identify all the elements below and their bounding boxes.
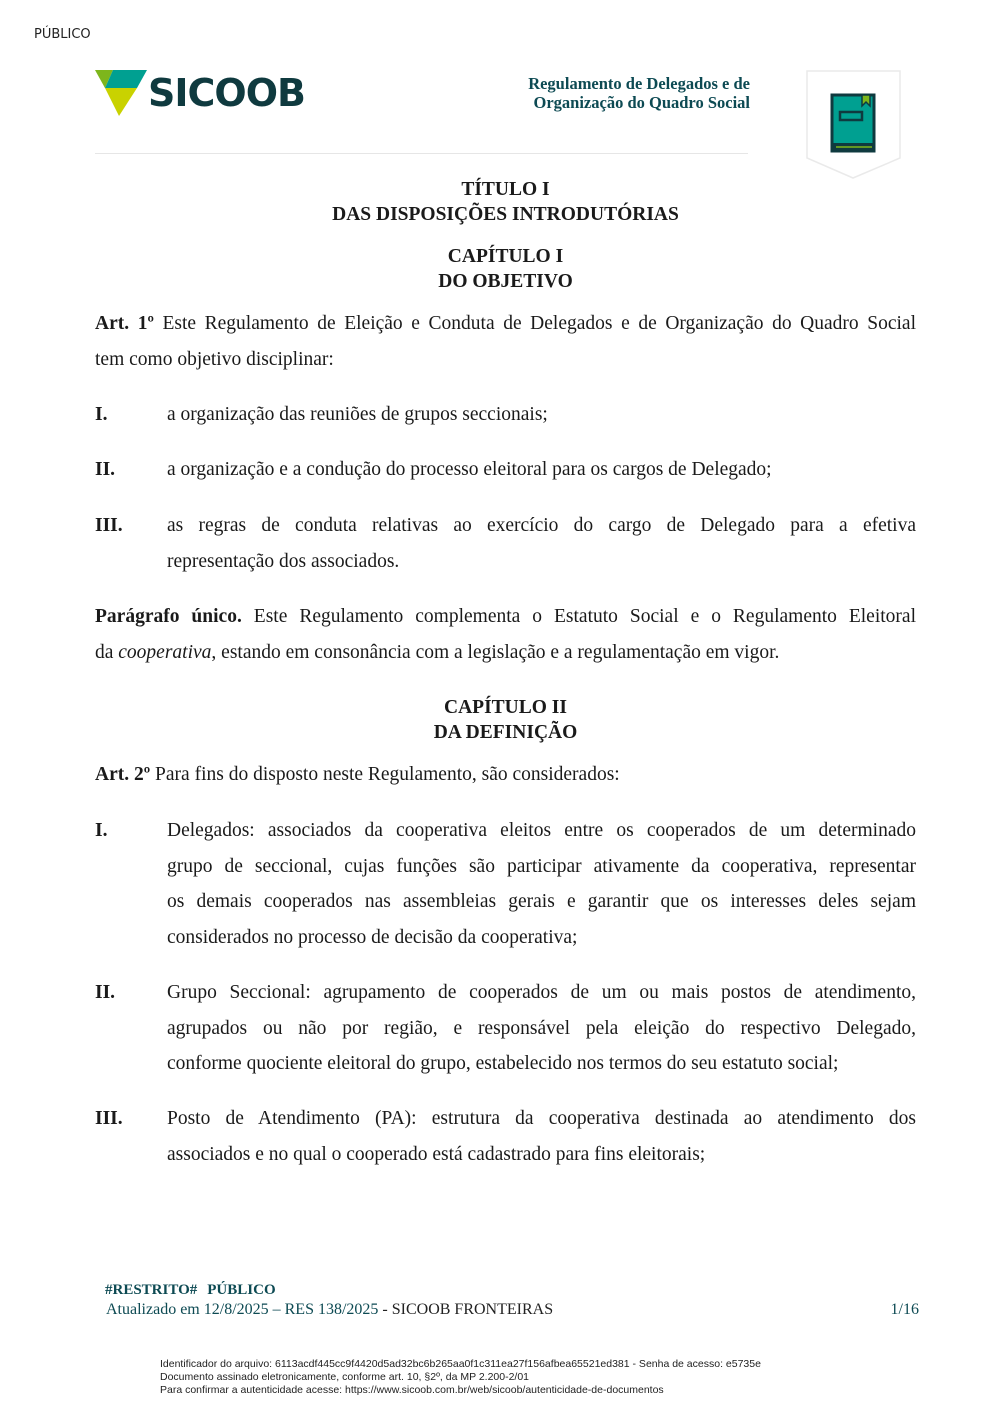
header-title-line: Organização do Quadro Social bbox=[533, 93, 750, 112]
item-text: a organização das reuniões de grupos seccionais; bbox=[167, 404, 548, 425]
footer-tag-publico: PÚBLICO bbox=[207, 1282, 276, 1298]
book-badge bbox=[806, 70, 901, 180]
paragraph-text: da bbox=[95, 641, 119, 663]
article-text: Este Regulamento de Eleição e Conduta de Delegados e de Organização do Quadro Social bbox=[162, 313, 916, 334]
item-text: conforme quociente eleitoral do grupo, estabelecido nos termos do seu estatuto social; bbox=[167, 1053, 839, 1074]
item-number: I. bbox=[95, 820, 108, 841]
book-icon bbox=[832, 95, 874, 151]
title-heading bbox=[95, 177, 916, 227]
paragraph-label: Parágrafo único. bbox=[95, 606, 242, 627]
art2-item-1 bbox=[95, 813, 916, 955]
title-number: TÍTULO I bbox=[461, 179, 550, 200]
art2-item-3 bbox=[95, 1101, 916, 1172]
article-label: Art. 1º bbox=[95, 313, 154, 334]
art1-item-3 bbox=[95, 508, 916, 579]
chapter-1-heading bbox=[95, 244, 916, 294]
footer-updated: Atualizado em 12/8/2025 – RES 138/2025 bbox=[106, 1301, 379, 1318]
article-text: tem como objetivo disciplinar: bbox=[95, 348, 334, 370]
item-text: as regras de conduta relativas ao exercício do cargo de Delegado para a efetiva bbox=[167, 515, 916, 536]
item-text: grupo de seccional, cujas funções são participar ativamente da cooperativa, representar bbox=[167, 855, 916, 877]
item-number: III. bbox=[95, 515, 123, 536]
item-number: I. bbox=[95, 404, 108, 425]
paragrafo-unico bbox=[95, 599, 916, 670]
document-header-title bbox=[528, 74, 750, 112]
header-divider bbox=[95, 153, 748, 154]
item-text: Posto de Atendimento (PA): estrutura da cooperativa destinada ao atendimento dos bbox=[167, 1108, 916, 1129]
paragraph-text: Este Regulamento complementa o Estatuto Social e o Regulamento Eleitoral bbox=[253, 606, 916, 627]
item-text: representação dos associados. bbox=[167, 550, 400, 572]
item-text: agrupados ou não por região, e responsável pela eleição do respectivo Delegado, bbox=[167, 1017, 916, 1039]
article-1 bbox=[95, 306, 916, 377]
chapter-2-heading bbox=[95, 695, 916, 745]
file-identifier: Identificador do arquivo: 6113acdf445cc9f4420d5ad32bc6b265aa0f1c311ea27f156afbea65521ed381 - Senha de acesso: e5735e bbox=[160, 1358, 761, 1370]
footer-tag-restrito: #RESTRITO# bbox=[105, 1282, 198, 1298]
chapter-name: DO OBJETIVO bbox=[438, 271, 573, 292]
sicoob-logo-icon bbox=[95, 68, 147, 118]
footer-org: - SICOOB FRONTEIRAS bbox=[378, 1301, 554, 1318]
signature-note: Documento assinado eletronicamente, conforme art. 10, §2º, da MP 2.200-2/01 bbox=[160, 1371, 530, 1383]
item-number: III. bbox=[95, 1108, 123, 1129]
art1-item-1 bbox=[95, 397, 916, 433]
item-text: Delegados: associados da cooperativa eleitos entre os cooperados de um determinado bbox=[167, 820, 916, 841]
paragraph-text: , estando em consonância com a legislação e a regulamentação em vigor. bbox=[211, 641, 780, 663]
sicoob-logo bbox=[95, 68, 310, 118]
paragraph-emphasis: cooperativa bbox=[118, 641, 212, 663]
footer-classification bbox=[105, 1281, 276, 1299]
chapter-number: CAPÍTULO II bbox=[444, 697, 567, 718]
authenticity-link[interactable]: Para confirmar a autenticidade acesse: https://www.sicoob.com.br/web/sicoob/autenticidade-de-documentos bbox=[160, 1384, 664, 1396]
art2-item-2 bbox=[95, 975, 916, 1082]
header-title-line: Regulamento de Delegados e de bbox=[528, 74, 750, 93]
footer-update-info bbox=[106, 1301, 553, 1319]
signature-block bbox=[160, 1358, 761, 1397]
article-text: Para fins do disposto neste Regulamento, são considerados: bbox=[155, 764, 620, 785]
article-2 bbox=[95, 757, 916, 793]
item-number: II. bbox=[95, 982, 116, 1003]
item-text: a organização e a condução do processo eleitoral para os cargos de Delegado; bbox=[167, 459, 772, 480]
art1-item-2 bbox=[95, 452, 916, 488]
classification-label: PÚBLICO bbox=[34, 27, 91, 42]
title-name: DAS DISPOSIÇÕES INTRODUTÓRIAS bbox=[332, 204, 679, 225]
logo-text: SICOOB bbox=[148, 71, 305, 115]
page-number: 1/16 bbox=[890, 1301, 919, 1318]
chapter-number: CAPÍTULO I bbox=[447, 246, 564, 267]
item-text: considerados no processo de decisão da cooperativa; bbox=[167, 926, 578, 948]
article-label: Art. 2º bbox=[95, 764, 151, 785]
item-number: II. bbox=[95, 459, 116, 480]
item-text: os demais cooperados nas assembleias gerais e garantir que os interesses deles sejam bbox=[167, 891, 916, 912]
item-text: Grupo Seccional: agrupamento de cooperados de um ou mais postos de atendimento, bbox=[167, 982, 916, 1003]
chapter-name: DA DEFINIÇÃO bbox=[433, 722, 578, 743]
item-text: associados e no qual o cooperado está cadastrado para fins eleitorais; bbox=[167, 1143, 706, 1165]
